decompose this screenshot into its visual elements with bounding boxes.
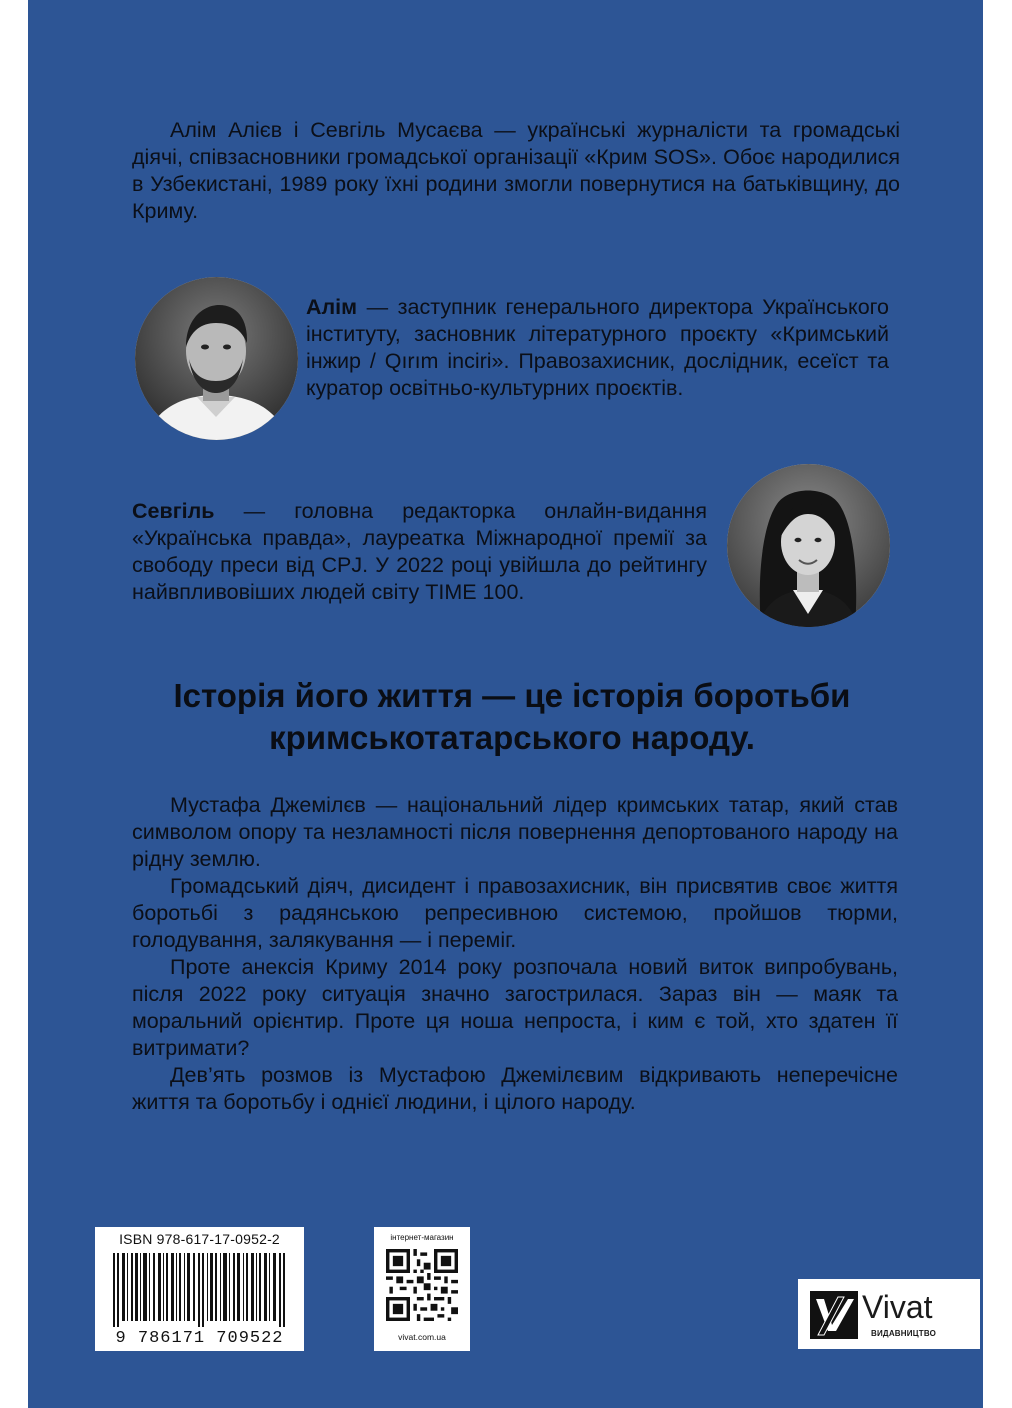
description-paragraph: Громадський діяч, дисидент і правозахисник, він присвятив своє життя боротьбі з радянською репресивною системою, пройшов тюрми, голодування, залякування — і переміг. [132, 874, 898, 952]
sevgil-portrait [727, 464, 890, 627]
vivat-logo-icon [810, 1291, 858, 1339]
alim-name: Алім [306, 295, 358, 319]
sevgil-bio-text: — головна редакторка онлайн-видання «Українська правда», лауреатка Міжнародної премії за свободу преси від CPJ. У 2022 році увійшла до рейтингу найвпливовіших людей світу TIME 100. [132, 499, 707, 604]
qr-code-icon [386, 1249, 458, 1321]
sevgil-name: Севгіль [132, 499, 215, 523]
publisher-logo [798, 1279, 980, 1349]
description-paragraph: Мустафа Джемілєв — національний лідер кримських татар, який став символом опору та незламності після повернення депортованого народу на рідну землю. [132, 793, 898, 871]
publisher-name: Vivat [862, 1289, 933, 1325]
intro-paragraph: Алім Алієв і Севгіль Мусаєва — українські журналісти та громадські діячі, співзасновники громадської організації «Крим SOS». Обоє народилися в Узбекистані, 1989 року їхні родини змогли повернутися на батьківщину, до Криму. [132, 118, 900, 223]
headline-line-1: Історія його життя — це історія боротьби [173, 677, 851, 714]
sevgil-bio-paragraph [132, 498, 707, 606]
alim-portrait-image [135, 277, 298, 440]
sevgil-portrait-image [727, 464, 890, 627]
qr-code-box [374, 1227, 470, 1351]
headline-line-2: кримськотатарського народу. [269, 719, 755, 756]
authors-intro [132, 117, 900, 225]
alim-bio-text: — заступник генерального директора Українського інституту, засновник літературного проєкту «Кримський інжир / Qırım incirі». Правозахисник, дослідник, есеїст та куратор освітньо-культурних проєктів. [306, 295, 889, 400]
publisher-subtitle: ВИДАВНИЦТВО [871, 1329, 937, 1338]
alim-portrait [135, 277, 298, 440]
description-paragraph: Дев’ять розмов із Мустафою Джемілєвим відкривають неперечісне життя та боротьбу і однієї людини, і цілого народу. [132, 1063, 898, 1114]
qr-top-label: інтернет-магазин [390, 1233, 454, 1242]
isbn-barcode-box [95, 1227, 304, 1351]
isbn-label: ISBN 978-617-17-0952-2 [119, 1231, 280, 1247]
sevgil-bio [132, 498, 707, 606]
book-description [132, 792, 898, 1116]
headline [60, 675, 964, 759]
alim-bio [306, 294, 889, 402]
isbn-digits: 9 786171 709522 [115, 1329, 284, 1348]
description-paragraph: Проте анексія Криму 2014 року розпочала новий виток випробувань, після 2022 року ситуація значно загострилася. Зараз він — маяк та моральний орієнтир. Проте ця ноша непроста, і ким є той, хто здатен її витримати? [132, 955, 898, 1060]
qr-url: vivat.com.ua [398, 1332, 446, 1342]
alim-bio-paragraph [306, 294, 889, 402]
barcode-icon [113, 1253, 289, 1327]
